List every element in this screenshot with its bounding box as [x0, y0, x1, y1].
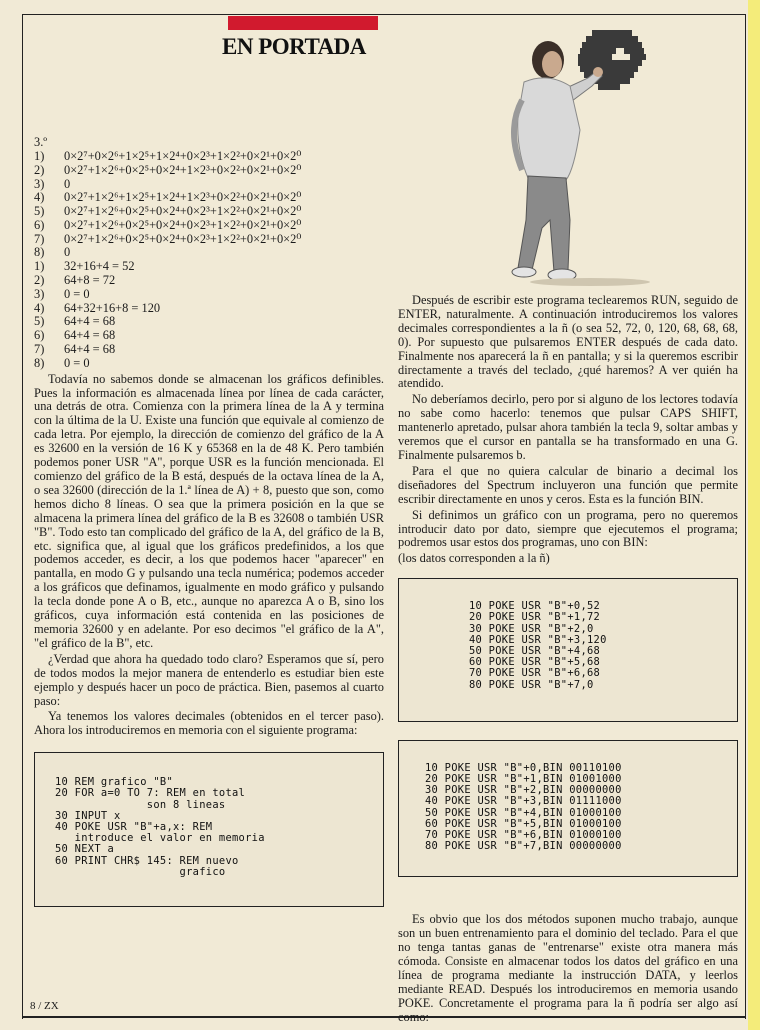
page-folio: 8 / ZX: [30, 1000, 59, 1012]
list-item: 3) 0 = 0: [34, 286, 90, 301]
page-edge-strip: [748, 0, 760, 1030]
body-paragraph: Si definimos un gráfico con un programa, pero no queremos introducir dato por dato, siempre que ejecutemos el programa; podremos usar estos dos programas, uno con BIN:: [398, 507, 738, 550]
program-listing-box: [34, 752, 384, 907]
body-paragraph: Para el que no quiera calcular de binario a decimal los diseñadores del Spectrum incluyeron una función que permite escribir directamente en unos y ceros. Esta es la función BIN.: [398, 463, 738, 506]
decimal-sum-list: [34, 260, 384, 370]
data-note: (los datos corresponden a la ñ): [398, 551, 550, 566]
list-item: 4) 64+32+16+8 = 120: [34, 300, 161, 315]
body-paragraph: Ya tenemos los valores decimales (obtenidos en el tercer paso). Ahora los introduciremos en memoria con el siguiente programa:: [34, 709, 384, 738]
list-item: 6) 64+4 = 68: [34, 328, 116, 343]
list-item: 5) 0×2⁷+1×2⁶+0×2⁵+0×2⁴+0×2³+1×2²+0×2¹+0×2⁰: [34, 204, 302, 219]
list-item: 6) 0×2⁷+1×2⁶+0×2⁵+0×2⁴+0×2³+1×2²+0×2¹+0×2⁰: [34, 217, 302, 232]
step-number: 3.º: [34, 135, 48, 149]
list-item: 8) 0 = 0: [34, 355, 90, 370]
left-column: [34, 136, 384, 907]
poke-bin-listing: 10 POKE USR "B"+0,BIN 00110100 20 POKE USR "B"+1,BIN 01001000 30 POKE USR "B"+2,BIN 00000000 40 POKE USR "B"+3,BIN 01111000 50 POKE USR "B"+4,BIN 01000100 60 POKE USR "B"+5,BIN 01000100 70 POKE USR "B"+6,BIN 01000100 80 POKE USR "B"+7,BIN 00000000: [425, 761, 622, 853]
section-title: EN PORTADA: [222, 34, 366, 59]
list-item: 7) 64+4 = 68: [34, 342, 116, 357]
list-item: 5) 64+4 = 68: [34, 314, 116, 329]
poke-decimal-listing: 10 POKE USR "B"+0,52 20 POKE USR "B"+1,72 30 POKE USR "B"+2,0 40 POKE USR "B"+3,120 50 POKE USR "B"+4,68 60 POKE USR "B"+5,68 70 POKE USR "B"+6,68 80 POKE USR "B"+7,0: [469, 600, 607, 691]
list-item: 4) 0×2⁷+1×2⁶+1×2⁵+1×2⁴+1×2³+0×2²+0×2¹+0×2⁰: [34, 190, 302, 205]
right-column: [398, 292, 738, 1025]
body-paragraph: Después de escribir este programa teclearemos RUN, seguido de ENTER, naturalmente. A continuación introduciremos los valores decimales correspondientes a la ñ (o sea 52, 72, 0, 120, 68, 68, 68, 0). Por supuesto que pulsaremos ENTER después de cada dato. Finalmente nos aparecerá la ñ en pantalla; y si la queremos escribir directamente a través del teclado, ¿qué haremos? A ver quién ha atendido.: [398, 293, 738, 391]
list-item: 2) 0×2⁷+1×2⁶+0×2⁵+0×2⁴+1×2³+0×2²+0×2¹+0×2⁰: [34, 162, 302, 177]
list-item: 1) 0×2⁷+0×2⁶+1×2⁵+1×2⁴+0×2³+1×2²+0×2¹+0×2⁰: [34, 148, 302, 163]
list-item: 8) 0: [34, 245, 71, 260]
poke-decimal-listing-box: [398, 578, 738, 722]
cover-photo-illustration: [470, 20, 670, 292]
section-red-bar: [228, 16, 378, 30]
binary-expansion-list: [34, 150, 384, 260]
body-paragraph: Es obvio que los dos métodos suponen mucho trabajo, aunque son un buen entrenamiento para el dominio del teclado. Para el que no tenga tantas ganas de "entrenarse" existe otra manera más cómoda. Consiste en almacenar todos los datos del gráfico en una línea de programa mediante la instrucción DATA, y leerlos mediante READ. Después los introduciremos en memoria usando POKE. Concretamente el programa para la ñ podría ser algo así como:: [398, 912, 738, 1024]
list-item: 7) 0×2⁷+1×2⁶+0×2⁵+0×2⁴+0×2³+1×2²+0×2¹+0×2⁰: [34, 231, 302, 246]
body-paragraph: Todavía no sabemos donde se almacenan los gráficos definibles. Pues la información es almacenada línea por línea de cada carácter, una detrás de otra. Comienza con la primera línea de la A y termina con la última de la U. Existe una función que equivale al comienzo de cada letra. Por ejemplo, la dirección de comienzo del gráfico de la A es 32600 en la versión de 16 K y 65368 en la de 48 K. Pero también podemos poner USR "A", porque USR es la función mencionada. El comienzo del gráfico de la B está, después de la octava línea de la A, o sea 32600 (dirección de la 1.ª línea de A) + 8, puesto que son, como hemos dicho 8 líneas. O sea que la primera posición en la que se almacena la primera línea del gráfico de la B es 32608 o también USR "B". Todo esto tan complicado del gráfico de la A, del gráfico de la B, etc. significa que, al igual que los gráficos predefinidos, a los que podemos acceder, es decir, a los que podemos hacer "aparecer" en pantalla, en modo G y pulsando una tecla numérica; podemos acceder a los gráficos que definamos, igualmente en modo gráfico y pulsando la tecla donde pone A o B, etc., aunque no aparezca A o B, sino los gráficos, cuya información está contenida en las posiciones de memoria 32600 y en adelante. Por eso decimos "el gráfico de la A", "el gráfico de la B", etc.: [34, 371, 384, 650]
body-paragraph: ¿Verdad que ahora ha quedado todo claro? Esperamos que sí, pero de todos modos la mejor manera de entenderlo es estudiar bien este ejemplo y después hacer un poco de práctica. Bien, pasemos al cuarto paso:: [34, 651, 384, 708]
body-paragraph: No deberíamos decirlo, pero por si alguno de los lectores todavía no sabe como hacerlo: tenemos que pulsar CAPS SHIFT, mantenerlo apretado, pulsar ahora también la tecla 9, soltar ambas y veremos que el cursor en pantalla se ha transformado en una G. Finalmente pulsaremos b.: [398, 392, 738, 462]
list-item: 3) 0: [34, 176, 71, 191]
poke-bin-listing-box: [398, 740, 738, 878]
list-item: 1) 32+16+4 = 52: [34, 259, 135, 274]
program-listing: 10 REM grafico "B" 20 FOR a=0 TO 7: REM en total son 8 lineas 30 INPUT x 40 POKE USR "B"+a,x: REM introduce el valor en memoria 50 NEXT a 60 PRINT CHR$ 145: REM nuevo grafico: [55, 776, 265, 878]
list-item: 2) 64+8 = 72: [34, 273, 116, 288]
